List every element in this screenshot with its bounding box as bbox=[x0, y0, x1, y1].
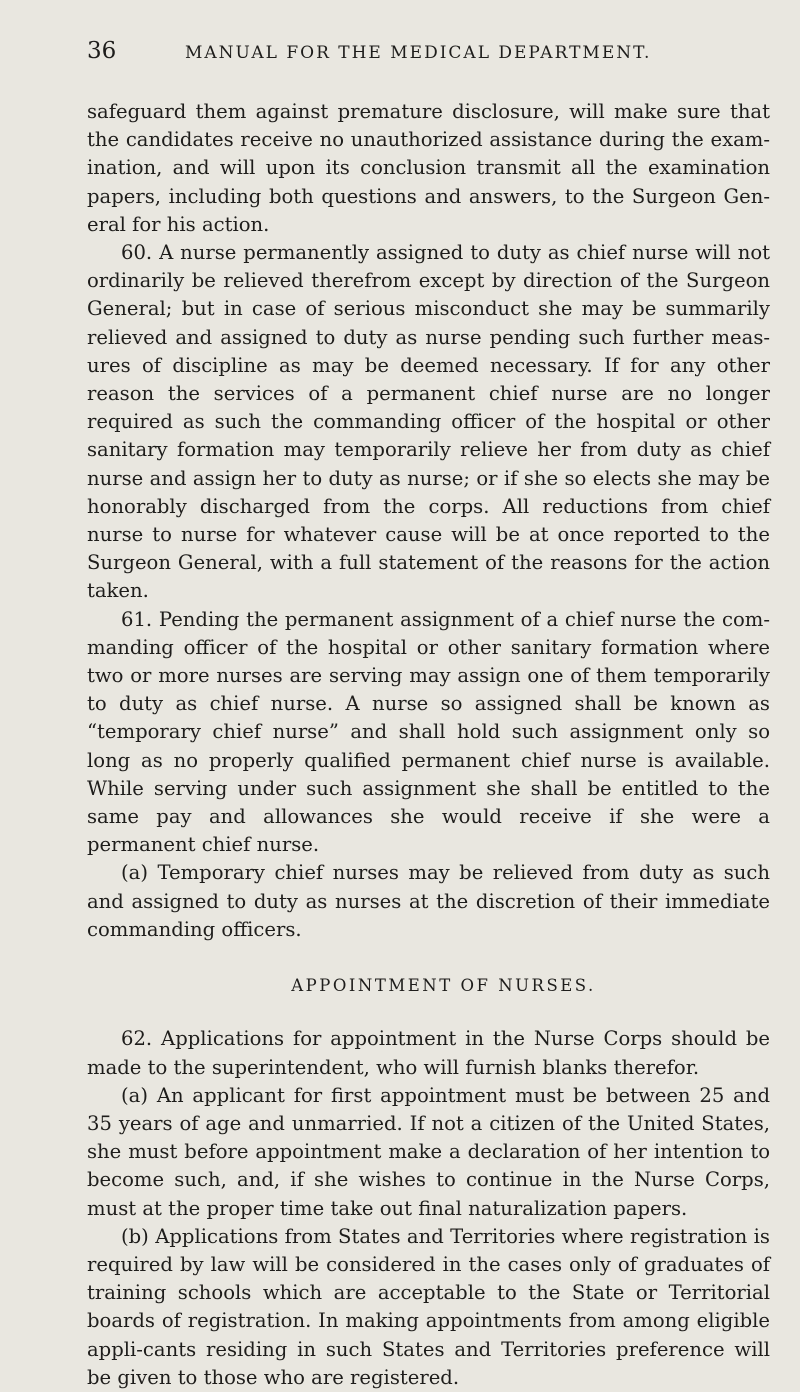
paragraph-text: safeguard them against premature disclosure, will make sure that the candidates receive no unauthorized assistance during the exam-ination, and will upon its conclusion transmit all the examination papers, including both questions and answers, to the Surgeon Gen-eral for his action. bbox=[87, 100, 770, 236]
paragraph-text: Applications for appointment in the Nurse Corps should be made to the superintendent, who will furnish blanks therefor. bbox=[87, 1027, 770, 1079]
paragraph-60 bbox=[87, 239, 770, 606]
paragraph-62a bbox=[87, 1082, 770, 1223]
subparagraph-label: (b) bbox=[121, 1224, 149, 1248]
section-heading: APPOINTMENT OF NURSES. bbox=[291, 976, 596, 996]
paragraph-number: 62. bbox=[121, 1027, 153, 1051]
paragraph-text: Pending the permanent assignment of a chief nurse the com-manding officer of the hospital or other sanitary formation where two or more nurses are serving may assign one of them temporarily to duty as chief nurse. A nurse so assigned shall be known as “temporary chief nurse” and shall hold such assignment only so long as no properly qualified permanent chief nurse is available. While serving under such assignment she shall be entitled to the same pay and allowances she would receive if she were a permanent chief nurse. bbox=[87, 607, 770, 857]
subparagraph-label: (a) bbox=[121, 1083, 148, 1107]
paragraph-62 bbox=[87, 1025, 770, 1081]
paragraph-text: Applications from States and Territories where registration is required by law will be considered in the cases only of graduates of training schools which are acceptable to the State or Territorial boards of registration. In making appointments from among eligible appli-cants residing in such States and Territories preference will be given to those who are registered. bbox=[87, 1224, 770, 1389]
paragraph-62b bbox=[87, 1223, 770, 1392]
paragraph-continued bbox=[87, 98, 770, 239]
subparagraph-label: (a) bbox=[121, 861, 148, 885]
paragraph-text: An applicant for first appointment must be between 25 and 35 years of age and unmarried. If not a citizen of the United States, she must before appointment make a declaration of her intention to become such, and, if she wishes to continue in the Nurse Corps, must at the proper time take out final naturalization papers. bbox=[87, 1083, 770, 1220]
running-title: MANUAL FOR THE MEDICAL DEPARTMENT. bbox=[185, 43, 652, 63]
paragraph-61 bbox=[87, 606, 770, 860]
paragraph-number: 61. bbox=[121, 607, 153, 631]
paragraph-text: Temporary chief nurses may be relieved from duty as such and assigned to duty as nurses at the discretion of their immediate commanding officers. bbox=[87, 861, 770, 941]
paragraph-61a bbox=[87, 859, 770, 944]
paragraph-text: A nurse permanently assigned to duty as chief nurse will not ordinarily be relieved therefrom except by direction of the Surgeon General; but in case of serious misconduct she may be summarily relieved and assigned to duty as nurse pending such further meas-ures of discipline as may be deemed necessary. If for any other reason the services of a permanent chief nurse are no longer required as such the commanding officer of the hospital or other sanitary formation may temporarily relieve her from duty as chief nurse and assign her to duty as nurse; or if she so elects she may be honorably discharged from the corps. All reductions from chief nurse to nurse for whatever cause will be at once reported to the Surgeon General, with a full statement of the reasons for the action taken. bbox=[87, 241, 770, 603]
page-number: 36 bbox=[87, 38, 117, 64]
paragraph-number: 60. bbox=[121, 241, 153, 265]
body-text bbox=[87, 98, 770, 1392]
running-head bbox=[87, 38, 770, 86]
